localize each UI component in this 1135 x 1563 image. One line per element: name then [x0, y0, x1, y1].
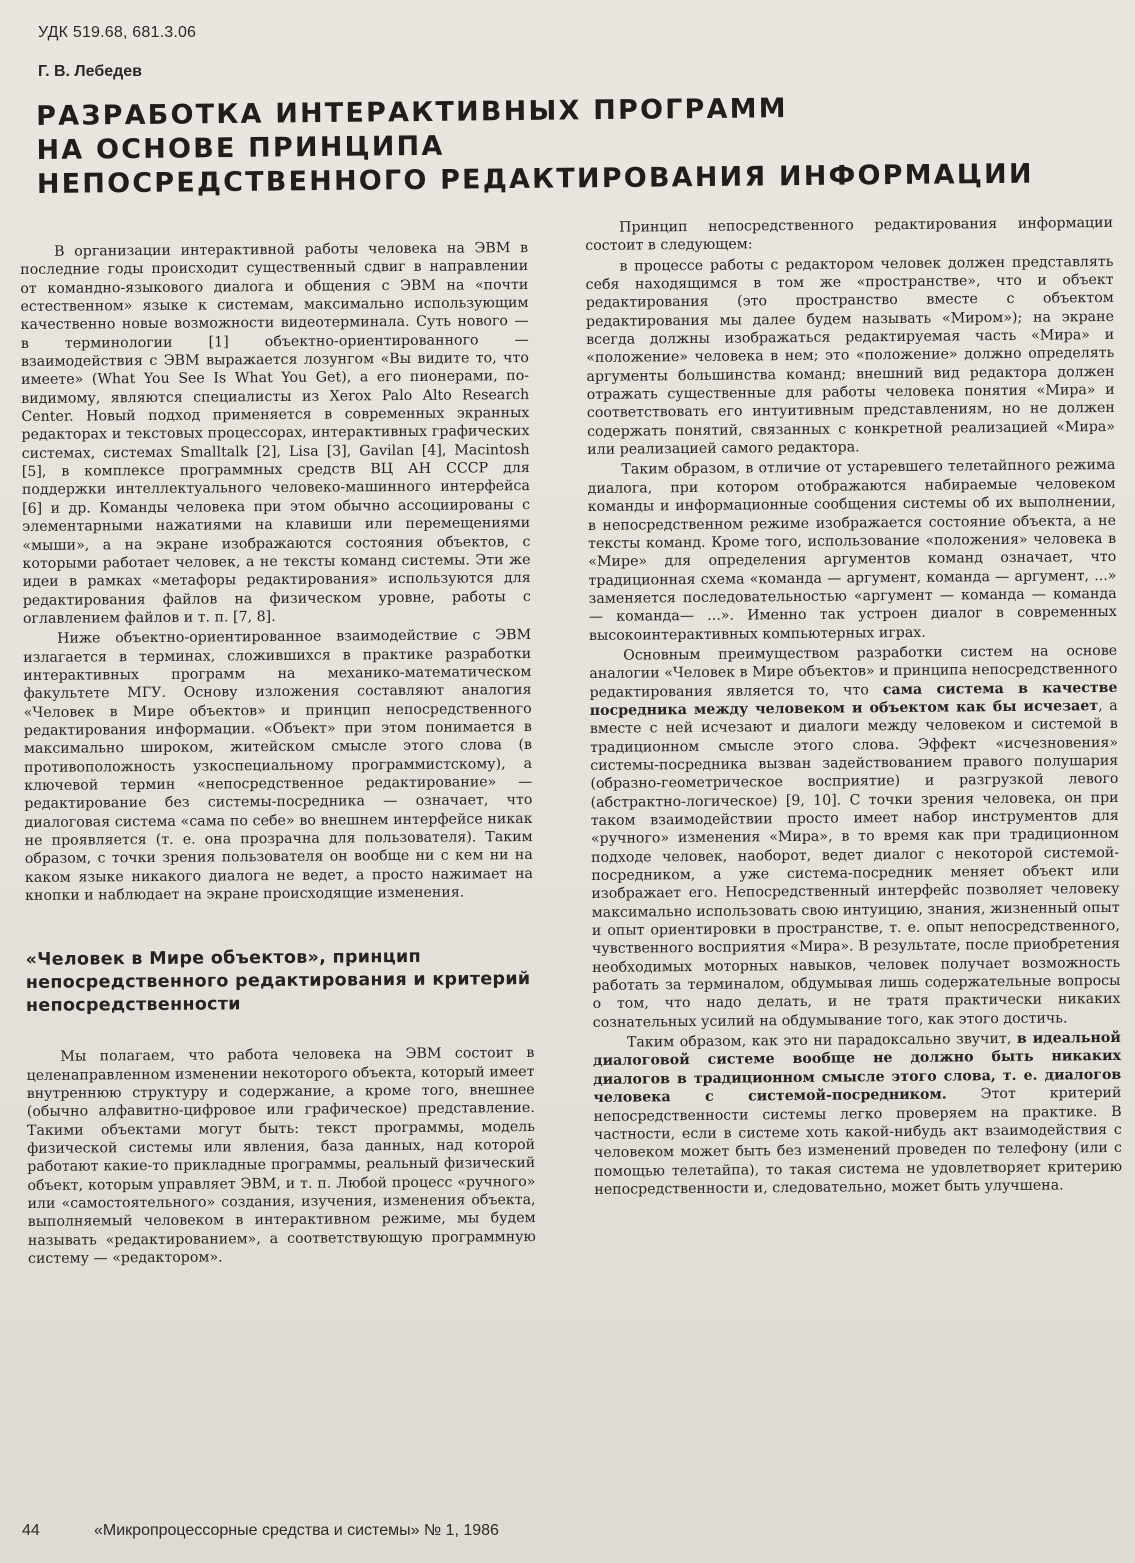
paragraph — [589, 642, 1121, 1032]
article-title — [36, 91, 1034, 202]
page-number: 44 — [22, 1522, 40, 1539]
paragraph: В организации интерактивной работы человека на ЭВМ в последние годы происходит существенный сдвиг в направлении от командно-языкового диалога и общения с ЭВМ на «почти естественном» языке к системам, максимально использующим качественно новые возможности видеотерминала. Суть нового — в терминологии [1] объектно-ориентированного — взаимодействия с ЭВМ выражается лозунгом «Вы видите то, что имеете» (What You See Is What You Get), а его пионерами, по-видимому, являются специалисты из Xerox Palo Alto Research Center. Новый подход применяется в современных экранных редакторах и текстовых процессорах, интерактивных графических системах, системах Smalltalk [2], Lisa [3], Gavilan [4], Macintosh [5], в комплексе программных средств ВЦ АН СССР для поддержки интеллектуального человеко-машинного интерфейса [6] и др. Команды человека при этом обычно ассоциированы с элементарными нажатиями на клавиши или перемещениями «мыши», а на экране изображаются состояния объектов, с которыми работает человек, а не тексты команд системы. Эти же идеи в рамках «метафоры редактирования» используются для редактирования файлов на физическом уровне, работы с оглавлением файлов и т. п. [7, 8]. — [20, 240, 531, 627]
title-line: НЕПОСРЕДСТВЕННОГО РЕДАКТИРОВАНИЯ ИНФОРМАЦИИ — [36, 158, 1034, 200]
paragraph: Ниже объектно-ориентированное взаимодействие с ЭВМ излагается в терминах, сложившихся в практике разработки интерактивных программ на механико-математическом факультете МГУ. Основу изложения составляют аналогия «Человек в Мире объектов» и принцип непосредственного редактирования информации. «Объект» при этом понимается в максимально широком, житейском смысле этого слова (в противоположность узкоспециальному программистскому), а ключевой термин «непосредственное редактирование» — редактирование без системы-посредника — означает, что диалоговая система «сама по себе» во внешнем интерфейсе никак не проявляется (т. е. она прозрачна для пользователя). Таким образом, с точки зрения пользователя он вообще ни с кем ни на каком языке никакого диалога не ведет, а просто нажимает на кнопки и наблюдает на экране происходящие изменения. — [23, 627, 534, 905]
paragraph: Таким образом, в отличие от устаревшего телетайпного режима диалога, при котором отображаются набираемые человеком команды и информационные сообщения системы об их выполнении, в непосредственном режиме изображается состояние объекта, а не тексты команд. Кроме того, использование «положения» человека в «Мире» для определения аргументов команд означает, что традиционная схема «команда — аргумент, команда — аргумент, ...» заменяется последовательностью «аргумент — команда — команда — команда— ...». Именно так устроен диалог в современных высокоинтерактивных компьютерных играх. — [587, 457, 1117, 644]
text-run: Таким образом, как это ни парадоксально звучит, — [626, 1031, 1012, 1051]
emphasis-text: сама система в качестве посредника между человеком и объектом как бы исчезает — [589, 679, 1118, 719]
author-name: Г. В. Лебедев — [38, 63, 142, 80]
page-footer — [22, 1522, 499, 1540]
paragraph: Принцип непосредственного редактирования информации состоит в следующем: — [585, 214, 1114, 255]
title-line: НА ОСНОВЕ ПРИНЦИПА — [36, 130, 445, 166]
text-run: , а вместе с ней исчезают и диалоги между человеком и системой в традиционном смысле этого слова. Эффект «исчезновения» системы-посредника вызван задействованием правого полушария (образно-геометрическое восприятие) и разгрузкой левого (абстрактно-логическое) [9, 10]. С точки зрения человека, он при таком взаимодействии просто имеет набор инструментов для «ручного» изменения «Мира», в то время как при традиционном подходе человек, наоборот, ведет диалог с некоторой системой-посредником, а уже система-посредник меняет объект или изображает его. Непосредственный интерфейс позволяет человеку максимально использовать свою интуицию, знания, жизненный опыт и опыт ориентировки в пространстве, т. е. опыт непосредственного, чувственного восприятия «Мира». В результате, после приобретения необходимых моторных навыков, человек получает возможность работать за терминалом, обдумывая лишь содержательные вопросы о том, что надо делать, и не тратя практически никаких сознательных усилий на обдумывание того, как этого достичь. — [589, 697, 1121, 1031]
paragraph: Мы полагаем, что работа человека на ЭВМ состоит в целенаправленном изменении некоторого объекта, который имеет внутреннюю структуру и содержание, а кроме того, внешнее (обычно алфавитно-цифровое или графическое) представление. Такими объектами могут быть: текст программы, модель физической системы или явления, база данных, над которой работают какие-то прикладные программы, реальный физический объект, которым управляет ЭВМ, и т. п. Любой процесс «ручного» или «самостоятельного» создания, изучения, изменения объекта, выполняемый человеком в интерактивном режиме, мы будем называть «редактированием», а соответствующую программную систему — «редактором». — [26, 1045, 536, 1268]
text-run: Этот критерий непосредственности системы легко проверяем на практике. В частности, если в системе хоть какой-нибудь акт взаимодействия с человеком может быть без изменений проведен по телефону (или с помощью телетайпа), то такая система не удовлетворяет критерию непосредственности и, следовательно, может быть улучшена. — [593, 1085, 1123, 1198]
text-run: Основным преимуществом разработки систем на основе аналогии «Человек в Мире объектов» и принципа непосредственного редактирования является то, что — [589, 642, 1118, 701]
right-column — [585, 214, 1122, 1201]
journal-name: «Микропроцессорные средства и системы» № 1, 1986 — [94, 1522, 499, 1539]
left-column — [20, 239, 536, 1270]
title-line: РАЗРАБОТКА ИНТЕРАКТИВНЫХ ПРОГРАММ — [36, 93, 788, 132]
paragraph — [593, 1029, 1123, 1199]
udk-code: УДК 519.68, 681.3.06 — [38, 24, 197, 41]
emphasis-text: в идеальной диалоговой системе вообще не должно быть никаких диалогов в традиционном смысле этого слова, т. е. диалогов человека с системой-посредником. — [593, 1030, 1122, 1107]
paragraph: в процессе работы с редактором человек должен представлять себя находящимся в том же «пространстве», что и объект редактирования (это пространство вместе с объектом редактирования мы далее будем называть «Миром»); на экране всегда должны изображаться редактируемая часть «Мира» и «положение» человека в нем; это «положение» должно определять аргументы большинства команд; внешний вид редактора должен отражать существенные для работы человека понятия «Мира» и соответствовать его интуитивным представлениям, но не должен содержать понятий, связанных с конкретной реализацией «Мира» или реализацией самого редактора. — [585, 253, 1116, 459]
section-heading: «Человек в Мире объектов», принцип непосредственного редактирования и критерий непосредственности — [25, 947, 531, 1017]
